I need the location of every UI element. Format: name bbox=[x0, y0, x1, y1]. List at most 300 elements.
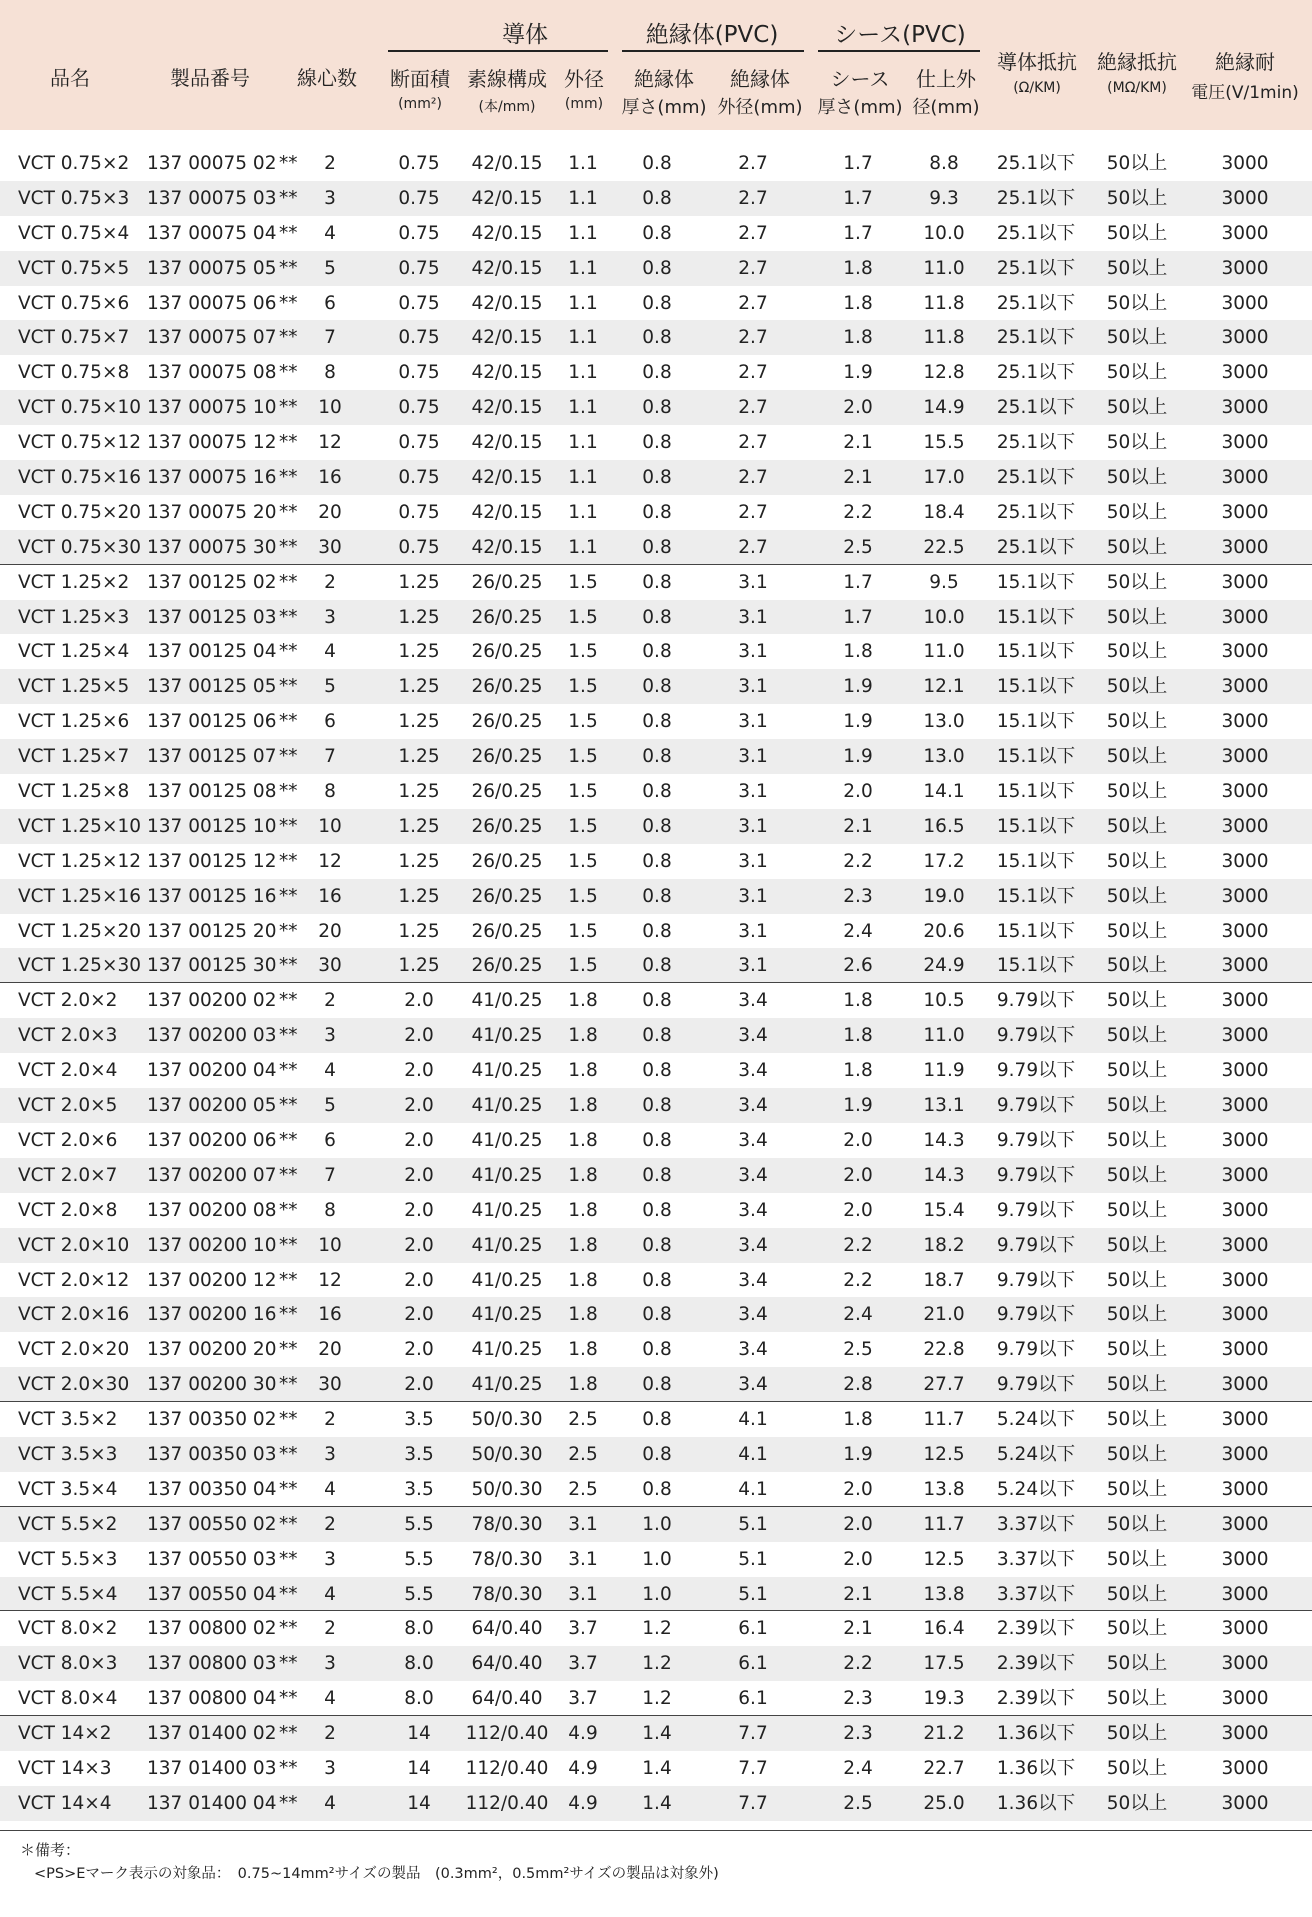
cell-part: 137 01400 04 bbox=[147, 1792, 277, 1814]
cell-strand: 78/0.30 bbox=[471, 1548, 543, 1570]
cell-strand: 42/0.15 bbox=[471, 397, 543, 419]
cell-ins-res: 50以上 bbox=[1106, 571, 1168, 593]
cell-name: VCT 2.0×3 bbox=[18, 1025, 118, 1047]
table-row bbox=[0, 1716, 1312, 1751]
cell-ins-thick: 1.2 bbox=[642, 1653, 672, 1675]
cell-ins-res: 50以上 bbox=[1106, 676, 1168, 698]
cell-ins-od: 3.1 bbox=[738, 571, 768, 593]
cell-sheath: 2.4 bbox=[843, 1304, 873, 1326]
cell-finish: 14.9 bbox=[923, 397, 965, 419]
cell-voltage: 3000 bbox=[1221, 1199, 1269, 1221]
cell-name: VCT 0.75×8 bbox=[18, 362, 130, 384]
cell-strand: 50/0.30 bbox=[471, 1443, 543, 1465]
cell-resistance: 25.1以下 bbox=[996, 257, 1076, 279]
cell-strand: 41/0.25 bbox=[471, 1095, 543, 1117]
cell-mark: ** bbox=[279, 327, 298, 349]
cell-voltage: 3000 bbox=[1221, 1757, 1269, 1779]
cell-resistance: 9.79以下 bbox=[996, 1095, 1076, 1117]
cell-strand: 26/0.25 bbox=[471, 815, 543, 837]
cell-strand: 41/0.25 bbox=[471, 1199, 543, 1221]
cell-area: 2.0 bbox=[404, 1304, 434, 1326]
cell-cores: 7 bbox=[324, 327, 336, 349]
cell-ins-thick: 0.8 bbox=[642, 1060, 672, 1082]
cell-ins-res: 50以上 bbox=[1106, 606, 1168, 628]
cell-sheath: 2.2 bbox=[843, 501, 873, 523]
cell-sheath: 1.7 bbox=[843, 571, 873, 593]
table-row bbox=[0, 1786, 1312, 1821]
cell-resistance: 15.1以下 bbox=[996, 641, 1076, 663]
cell-mark: ** bbox=[279, 1409, 298, 1431]
cell-resistance: 9.79以下 bbox=[996, 1129, 1076, 1151]
cell-mark: ** bbox=[279, 501, 298, 523]
cell-finish: 11.9 bbox=[923, 1060, 965, 1082]
cell-voltage: 3000 bbox=[1221, 1164, 1269, 1186]
cell-resistance: 25.1以下 bbox=[996, 467, 1076, 489]
cell-ins-thick: 0.8 bbox=[642, 711, 672, 733]
cell-name: VCT 0.75×3 bbox=[18, 187, 130, 209]
cell-ins-od: 3.1 bbox=[738, 606, 768, 628]
cell-ins-res: 50以上 bbox=[1106, 1478, 1168, 1500]
cell-sheath: 1.7 bbox=[843, 153, 873, 174]
cell-cores: 3 bbox=[324, 1025, 336, 1047]
cell-ins-res: 50以上 bbox=[1106, 1443, 1168, 1465]
cell-voltage: 3000 bbox=[1221, 850, 1269, 872]
cell-sheath: 2.3 bbox=[843, 1688, 873, 1710]
cell-ins-od: 3.4 bbox=[738, 990, 768, 1012]
cell-mark: ** bbox=[279, 1304, 298, 1326]
cell-area: 2.0 bbox=[404, 1234, 434, 1256]
cell-ins-thick: 0.8 bbox=[642, 1234, 672, 1256]
cell-finish: 18.2 bbox=[923, 1234, 965, 1256]
cell-mark: ** bbox=[279, 467, 298, 489]
cell-name: VCT 2.0×2 bbox=[18, 990, 118, 1012]
cell-name: VCT 1.25×12 bbox=[18, 850, 141, 872]
cell-ins-res: 50以上 bbox=[1106, 1374, 1168, 1396]
cell-cores: 10 bbox=[318, 1234, 342, 1256]
cell-resistance: 15.1以下 bbox=[996, 711, 1076, 733]
cell-cores: 4 bbox=[324, 1792, 336, 1814]
table-row bbox=[0, 914, 1312, 949]
cell-voltage: 3000 bbox=[1221, 397, 1269, 419]
cell-voltage: 3000 bbox=[1221, 222, 1269, 244]
cell-area: 1.25 bbox=[398, 955, 440, 977]
cell-name: VCT 0.75×16 bbox=[18, 467, 141, 489]
cell-ins-res: 50以上 bbox=[1106, 1095, 1168, 1117]
cell-cond-od: 1.1 bbox=[568, 362, 598, 384]
cell-ins-res: 50以上 bbox=[1106, 1653, 1168, 1675]
cell-name: VCT 0.75×2 bbox=[18, 153, 130, 174]
cell-strand: 42/0.15 bbox=[471, 222, 543, 244]
header-strand-unit: (本/mm) bbox=[478, 99, 536, 115]
table-row bbox=[0, 1297, 1312, 1332]
header-name: 品名 bbox=[50, 66, 90, 90]
cell-strand: 26/0.25 bbox=[471, 676, 543, 698]
cell-sheath: 2.5 bbox=[843, 1792, 873, 1814]
cell-ins-thick: 0.8 bbox=[642, 153, 672, 174]
cell-strand: 42/0.15 bbox=[471, 257, 543, 279]
cell-mark: ** bbox=[279, 850, 298, 872]
cell-cores: 20 bbox=[318, 920, 342, 942]
cell-name: VCT 0.75×7 bbox=[18, 327, 130, 349]
cell-ins-od: 5.1 bbox=[738, 1513, 768, 1535]
header-area-unit: (mm²) bbox=[398, 96, 442, 112]
cell-voltage: 3000 bbox=[1221, 362, 1269, 384]
cell-area: 5.5 bbox=[404, 1583, 434, 1605]
cell-name: VCT 1.25×4 bbox=[18, 641, 130, 663]
cell-sheath: 2.0 bbox=[843, 1164, 873, 1186]
cell-resistance: 25.1以下 bbox=[996, 432, 1076, 454]
cell-ins-thick: 0.8 bbox=[642, 1269, 672, 1291]
cell-cond-od: 4.9 bbox=[568, 1723, 598, 1745]
cell-part: 137 00200 04 bbox=[147, 1060, 277, 1082]
header-ins-thick-2: 厚さ(mm) bbox=[621, 97, 707, 118]
cell-voltage: 3000 bbox=[1221, 187, 1269, 209]
table-row bbox=[0, 1263, 1312, 1298]
cell-strand: 112/0.40 bbox=[465, 1757, 549, 1779]
cell-mark: ** bbox=[279, 1513, 298, 1535]
cell-voltage: 3000 bbox=[1221, 1653, 1269, 1675]
cell-ins-od: 2.7 bbox=[738, 432, 768, 454]
cell-sheath: 2.4 bbox=[843, 920, 873, 942]
cell-cond-od: 1.5 bbox=[568, 676, 598, 698]
cell-cond-od: 3.1 bbox=[568, 1548, 598, 1570]
table-row bbox=[0, 1367, 1312, 1402]
header-finish-od-2: 径(mm) bbox=[912, 97, 980, 118]
table-row bbox=[0, 1332, 1312, 1367]
cell-ins-thick: 1.2 bbox=[642, 1618, 672, 1640]
cell-ins-od: 3.4 bbox=[738, 1164, 768, 1186]
cell-part: 137 00200 03 bbox=[147, 1025, 277, 1047]
cell-strand: 41/0.25 bbox=[471, 1025, 543, 1047]
cell-cores: 16 bbox=[318, 885, 342, 907]
cell-cond-od: 1.8 bbox=[568, 1164, 598, 1186]
cell-name: VCT 1.25×5 bbox=[18, 676, 130, 698]
cell-finish: 16.4 bbox=[923, 1618, 965, 1640]
cell-finish: 27.7 bbox=[923, 1374, 965, 1396]
cell-ins-res: 50以上 bbox=[1106, 292, 1168, 314]
cell-ins-res: 50以上 bbox=[1106, 711, 1168, 733]
cell-sheath: 2.1 bbox=[843, 467, 873, 489]
cell-part: 137 00075 04 bbox=[147, 222, 277, 244]
cell-part: 137 00200 30 bbox=[147, 1374, 277, 1396]
cell-ins-thick: 0.8 bbox=[642, 746, 672, 768]
cell-cond-od: 1.8 bbox=[568, 1234, 598, 1256]
cell-voltage: 3000 bbox=[1221, 781, 1269, 803]
cell-mark: ** bbox=[279, 1339, 298, 1361]
table-row bbox=[0, 320, 1312, 355]
cell-ins-res: 50以上 bbox=[1106, 885, 1168, 907]
table-row bbox=[0, 355, 1312, 390]
cell-area: 2.0 bbox=[404, 1164, 434, 1186]
cell-cond-od: 1.1 bbox=[568, 257, 598, 279]
cell-area: 0.75 bbox=[398, 222, 440, 244]
cell-name: VCT 14×2 bbox=[18, 1723, 112, 1745]
cell-name: VCT 0.75×30 bbox=[18, 536, 141, 558]
cell-cores: 3 bbox=[324, 187, 336, 209]
cell-cores: 3 bbox=[324, 606, 336, 628]
cell-sheath: 2.3 bbox=[843, 885, 873, 907]
cell-finish: 12.5 bbox=[923, 1443, 965, 1465]
cell-resistance: 1.36以下 bbox=[996, 1723, 1076, 1745]
cell-ins-od: 3.4 bbox=[738, 1025, 768, 1047]
cell-cond-od: 1.5 bbox=[568, 606, 598, 628]
cell-ins-od: 3.4 bbox=[738, 1199, 768, 1221]
cell-finish: 11.0 bbox=[923, 1025, 965, 1047]
cell-sheath: 2.5 bbox=[843, 536, 873, 558]
cell-ins-thick: 0.8 bbox=[642, 1304, 672, 1326]
header-resistance: 導体抵抗 bbox=[997, 50, 1077, 74]
cell-ins-od: 3.1 bbox=[738, 711, 768, 733]
cell-voltage: 3000 bbox=[1221, 1548, 1269, 1570]
cell-ins-od: 3.1 bbox=[738, 850, 768, 872]
cell-mark: ** bbox=[279, 955, 298, 977]
cell-cond-od: 1.1 bbox=[568, 467, 598, 489]
cell-ins-res: 50以上 bbox=[1106, 1164, 1168, 1186]
cell-resistance: 25.1以下 bbox=[996, 327, 1076, 349]
cell-resistance: 3.37以下 bbox=[996, 1583, 1076, 1605]
cell-sheath: 2.0 bbox=[843, 781, 873, 803]
cell-voltage: 3000 bbox=[1221, 1409, 1269, 1431]
cell-area: 3.5 bbox=[404, 1478, 434, 1500]
cell-sheath: 2.1 bbox=[843, 1618, 873, 1640]
cell-strand: 41/0.25 bbox=[471, 1164, 543, 1186]
cell-ins-od: 3.4 bbox=[738, 1269, 768, 1291]
cell-area: 14 bbox=[407, 1723, 431, 1745]
cell-voltage: 3000 bbox=[1221, 1792, 1269, 1814]
cell-cores: 6 bbox=[324, 292, 336, 314]
cell-ins-thick: 0.8 bbox=[642, 1164, 672, 1186]
cell-ins-res: 50以上 bbox=[1106, 990, 1168, 1012]
cell-cond-od: 1.8 bbox=[568, 1060, 598, 1082]
cell-part: 137 00075 16 bbox=[147, 467, 277, 489]
cell-cond-od: 1.5 bbox=[568, 885, 598, 907]
cell-cond-od: 1.5 bbox=[568, 746, 598, 768]
cell-strand: 78/0.30 bbox=[471, 1583, 543, 1605]
table-row bbox=[0, 146, 1312, 181]
cell-cond-od: 1.1 bbox=[568, 292, 598, 314]
cell-ins-od: 4.1 bbox=[738, 1478, 768, 1500]
cell-sheath: 2.2 bbox=[843, 1269, 873, 1291]
cell-part: 137 00125 20 bbox=[147, 920, 277, 942]
cell-voltage: 3000 bbox=[1221, 1443, 1269, 1465]
cell-name: VCT 2.0×4 bbox=[18, 1060, 118, 1082]
cell-ins-res: 50以上 bbox=[1106, 815, 1168, 837]
header-sheath-thick-1: シース bbox=[830, 67, 890, 91]
cell-cond-od: 1.8 bbox=[568, 1304, 598, 1326]
cell-ins-res: 50以上 bbox=[1106, 1409, 1168, 1431]
cell-cond-od: 3.7 bbox=[568, 1688, 598, 1710]
cell-cores: 30 bbox=[318, 536, 342, 558]
cell-ins-thick: 1.0 bbox=[642, 1513, 672, 1535]
cell-name: VCT 2.0×16 bbox=[18, 1304, 130, 1326]
cell-cond-od: 1.1 bbox=[568, 153, 598, 174]
cell-ins-thick: 0.8 bbox=[642, 501, 672, 523]
cell-ins-res: 50以上 bbox=[1106, 1757, 1168, 1779]
cell-name: VCT 1.25×10 bbox=[18, 815, 141, 837]
cell-part: 137 00350 04 bbox=[147, 1478, 277, 1500]
cell-resistance: 15.1以下 bbox=[996, 850, 1076, 872]
cell-cores: 10 bbox=[318, 815, 342, 837]
cell-resistance: 25.1以下 bbox=[996, 292, 1076, 314]
cell-ins-res: 50以上 bbox=[1106, 362, 1168, 384]
cell-resistance: 15.1以下 bbox=[996, 746, 1076, 768]
cell-sheath: 2.6 bbox=[843, 955, 873, 977]
cell-cores: 8 bbox=[324, 1199, 336, 1221]
cell-mark: ** bbox=[279, 1443, 298, 1465]
cell-part: 137 01400 03 bbox=[147, 1757, 277, 1779]
cell-part: 137 00075 02 bbox=[147, 153, 277, 174]
cell-cores: 4 bbox=[324, 1478, 336, 1500]
cell-voltage: 3000 bbox=[1221, 571, 1269, 593]
cell-area: 1.25 bbox=[398, 920, 440, 942]
cell-part: 137 00125 16 bbox=[147, 885, 277, 907]
cell-voltage: 3000 bbox=[1221, 153, 1269, 174]
table-row bbox=[0, 600, 1312, 635]
cell-strand: 26/0.25 bbox=[471, 571, 543, 593]
cell-resistance: 3.37以下 bbox=[996, 1513, 1076, 1535]
table-row bbox=[0, 1681, 1312, 1716]
cell-mark: ** bbox=[279, 1478, 298, 1500]
cell-strand: 41/0.25 bbox=[471, 1304, 543, 1326]
cell-part: 137 00075 12 bbox=[147, 432, 277, 454]
table-row bbox=[0, 948, 1312, 983]
cell-name: VCT 5.5×3 bbox=[18, 1548, 118, 1570]
cell-voltage: 3000 bbox=[1221, 1234, 1269, 1256]
cell-part: 137 00200 05 bbox=[147, 1095, 277, 1117]
cell-strand: 112/0.40 bbox=[465, 1792, 549, 1814]
cell-strand: 26/0.25 bbox=[471, 606, 543, 628]
table-row bbox=[0, 1158, 1312, 1193]
cell-cond-od: 1.1 bbox=[568, 222, 598, 244]
cell-finish: 14.3 bbox=[923, 1129, 965, 1151]
cell-strand: 41/0.25 bbox=[471, 990, 543, 1012]
cell-mark: ** bbox=[279, 397, 298, 419]
cell-mark: ** bbox=[279, 885, 298, 907]
table-header bbox=[0, 0, 1312, 130]
cell-name: VCT 0.75×20 bbox=[18, 501, 141, 523]
cell-strand: 26/0.25 bbox=[471, 920, 543, 942]
cell-finish: 13.0 bbox=[923, 711, 965, 733]
cell-cond-od: 1.1 bbox=[568, 397, 598, 419]
cell-ins-od: 3.1 bbox=[738, 955, 768, 977]
cell-ins-res: 50以上 bbox=[1106, 1234, 1168, 1256]
cell-name: VCT 3.5×3 bbox=[18, 1443, 118, 1465]
cell-mark: ** bbox=[279, 292, 298, 314]
cell-mark: ** bbox=[279, 1792, 298, 1814]
cell-ins-od: 6.1 bbox=[738, 1618, 768, 1640]
cell-ins-thick: 1.2 bbox=[642, 1688, 672, 1710]
cell-voltage: 3000 bbox=[1221, 536, 1269, 558]
cell-area: 0.75 bbox=[398, 501, 440, 523]
cell-cond-od: 1.1 bbox=[568, 536, 598, 558]
cell-cond-od: 1.5 bbox=[568, 711, 598, 733]
header-spacer bbox=[0, 130, 1312, 146]
cell-cores: 16 bbox=[318, 1304, 342, 1326]
cell-ins-res: 50以上 bbox=[1106, 1199, 1168, 1221]
cell-ins-thick: 0.8 bbox=[642, 327, 672, 349]
cell-ins-res: 50以上 bbox=[1106, 1688, 1168, 1710]
cell-cond-od: 1.8 bbox=[568, 1199, 598, 1221]
cell-voltage: 3000 bbox=[1221, 1025, 1269, 1047]
cell-voltage: 3000 bbox=[1221, 746, 1269, 768]
cell-ins-res: 50以上 bbox=[1106, 327, 1168, 349]
cell-resistance: 25.1以下 bbox=[996, 362, 1076, 384]
cell-finish: 11.7 bbox=[923, 1409, 965, 1431]
cell-ins-res: 50以上 bbox=[1106, 1129, 1168, 1151]
cell-resistance: 9.79以下 bbox=[996, 1304, 1076, 1326]
cell-mark: ** bbox=[279, 571, 298, 593]
cell-resistance: 9.79以下 bbox=[996, 1234, 1076, 1256]
cell-ins-res: 50以上 bbox=[1106, 153, 1168, 174]
cell-ins-res: 50以上 bbox=[1106, 1583, 1168, 1605]
table-row bbox=[0, 530, 1312, 565]
cell-ins-od: 3.4 bbox=[738, 1060, 768, 1082]
cell-sheath: 2.4 bbox=[843, 1757, 873, 1779]
cell-cores: 2 bbox=[324, 1513, 336, 1535]
cell-ins-od: 2.7 bbox=[738, 362, 768, 384]
cell-sheath: 2.0 bbox=[843, 1129, 873, 1151]
cell-mark: ** bbox=[279, 1757, 298, 1779]
cell-resistance: 3.37以下 bbox=[996, 1548, 1076, 1570]
cell-voltage: 3000 bbox=[1221, 885, 1269, 907]
cell-strand: 42/0.15 bbox=[471, 153, 543, 174]
cell-resistance: 15.1以下 bbox=[996, 885, 1076, 907]
cell-mark: ** bbox=[279, 1129, 298, 1151]
cell-part: 137 00200 12 bbox=[147, 1269, 277, 1291]
cell-part: 137 00075 08 bbox=[147, 362, 277, 384]
cell-resistance: 25.1以下 bbox=[996, 187, 1076, 209]
cell-ins-od: 6.1 bbox=[738, 1653, 768, 1675]
cell-mark: ** bbox=[279, 1618, 298, 1640]
cell-resistance: 9.79以下 bbox=[996, 1199, 1076, 1221]
cell-sheath: 2.0 bbox=[843, 1478, 873, 1500]
table-row bbox=[0, 809, 1312, 844]
cell-strand: 26/0.25 bbox=[471, 746, 543, 768]
cell-sheath: 2.0 bbox=[843, 1548, 873, 1570]
cell-part: 137 00075 07 bbox=[147, 327, 277, 349]
cell-voltage: 3000 bbox=[1221, 606, 1269, 628]
cell-ins-thick: 0.8 bbox=[642, 571, 672, 593]
cell-strand: 64/0.40 bbox=[471, 1653, 543, 1675]
cell-area: 2.0 bbox=[404, 990, 434, 1012]
cell-finish: 18.7 bbox=[923, 1269, 965, 1291]
cell-sheath: 1.8 bbox=[843, 257, 873, 279]
cell-strand: 42/0.15 bbox=[471, 327, 543, 349]
cell-resistance: 2.39以下 bbox=[996, 1688, 1076, 1710]
cell-ins-od: 3.1 bbox=[738, 815, 768, 837]
cell-resistance: 15.1以下 bbox=[996, 606, 1076, 628]
cell-resistance: 2.39以下 bbox=[996, 1618, 1076, 1640]
cell-area: 8.0 bbox=[404, 1618, 434, 1640]
cell-cond-od: 1.5 bbox=[568, 571, 598, 593]
cell-ins-res: 50以上 bbox=[1106, 536, 1168, 558]
cell-ins-thick: 0.8 bbox=[642, 676, 672, 698]
cell-finish: 14.1 bbox=[923, 781, 965, 803]
cell-mark: ** bbox=[279, 920, 298, 942]
cell-cores: 3 bbox=[324, 1757, 336, 1779]
cell-cores: 30 bbox=[318, 1374, 342, 1396]
cell-mark: ** bbox=[279, 1583, 298, 1605]
cell-ins-res: 50以上 bbox=[1106, 1618, 1168, 1640]
cell-name: VCT 2.0×5 bbox=[18, 1095, 118, 1117]
cell-resistance: 2.39以下 bbox=[996, 1653, 1076, 1675]
cell-voltage: 3000 bbox=[1221, 641, 1269, 663]
cell-finish: 13.1 bbox=[923, 1095, 965, 1117]
cell-ins-thick: 0.8 bbox=[642, 641, 672, 663]
cell-finish: 12.8 bbox=[923, 362, 965, 384]
cell-finish: 8.8 bbox=[929, 153, 959, 174]
cell-mark: ** bbox=[279, 1374, 298, 1396]
